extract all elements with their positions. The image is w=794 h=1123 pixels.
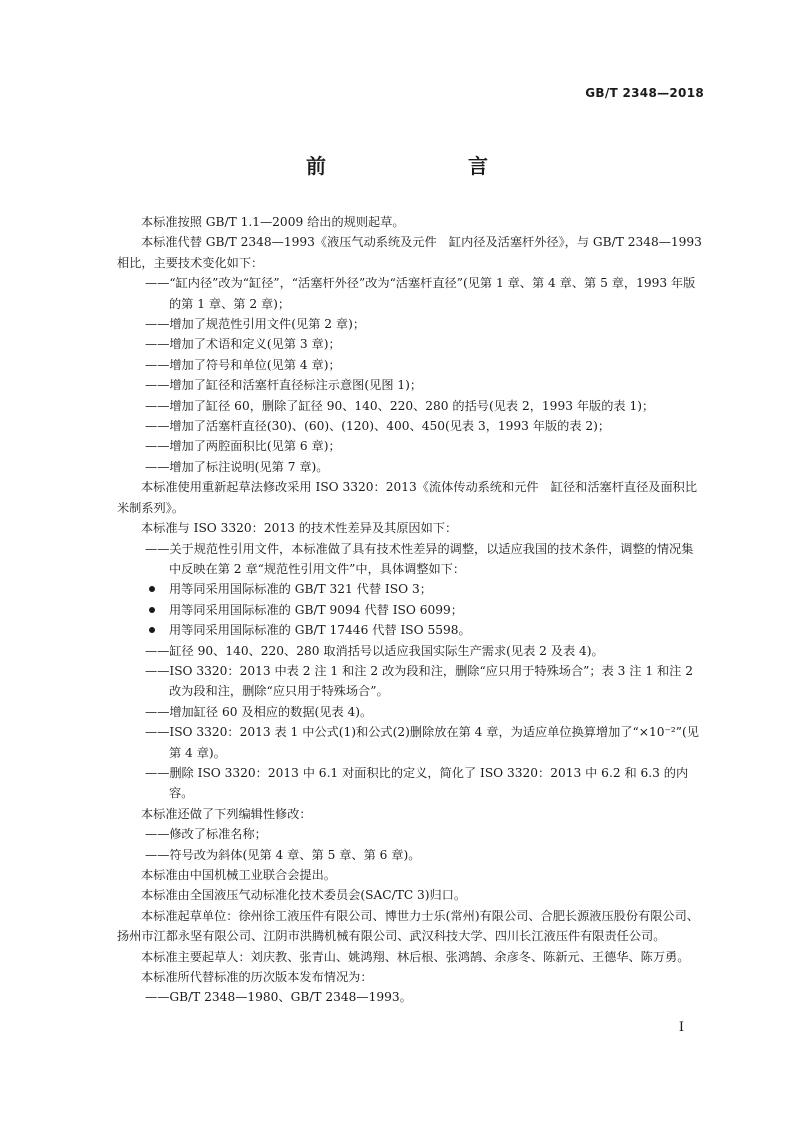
dash-list-item: ——增加了规范性引用文件(见第 2 章)； bbox=[145, 317, 366, 332]
paragraph: 本标准起草单位：徐州徐工液压件有限公司、博世力士乐(常州)有限公司、合肥长源液压股份有限公司、扬州市江都永坚有限公司、江阴市洪腾机械有限公司、武汉科技大学、四川长江液压件有限责任公司。 bbox=[117, 908, 699, 944]
dash-list-item: ——修改了标准名称； bbox=[145, 827, 267, 842]
bullet-list-item: 用等同采用国际标准的 GB/T 9094 代替 ISO 6099； bbox=[117, 600, 705, 620]
paragraph: 本标准所代替标准的历次版本发布情况为： bbox=[141, 970, 373, 985]
dash-list-item: ——ISO 3320：2013 表 1 中公式(1)和公式(2)删除放在第 4 章，为适应单位换算增加了“×10⁻²”(见第 4 章)。 bbox=[145, 725, 699, 760]
paragraph: 本标准还做了下列编辑性修改： bbox=[141, 806, 312, 821]
standard-code: GB/T 2348—2018 bbox=[585, 86, 704, 100]
paragraph: 本标准主要起草人：刘庆教、张青山、姚鸿翔、林后根、张鸿鹄、余彦冬、陈新元、王德华、陈万勇。 bbox=[141, 949, 690, 964]
bullet-list-item: 用等同采用国际标准的 GB/T 321 代替 ISO 3； bbox=[117, 579, 705, 599]
dash-list-item: ——增加了活塞杆直径(30)、(60)、(120)、400、450(见表 3，1993 年版的表 2)； bbox=[145, 419, 611, 434]
dash-list-item: ——关于规范性引用文件，本标准做了具有技术性差异的调整，以适应我国的技术条件，调整的情况集中反映在第 2 章“规范性引用文件”中，具体调整如下： bbox=[145, 541, 694, 576]
dash-list-item: ——增加了缸径 60，删除了缸径 90、140、220、280 的括号(见表 2，1993 年版的表 1)； bbox=[145, 398, 655, 413]
paragraph: 本标准由中国机械工业联合会提出。 bbox=[141, 868, 336, 882]
paragraph: 本标准按照 GB/T 1.1—2009 给出的规则起草。 bbox=[141, 215, 405, 229]
paragraph: 本标准与 ISO 3320：2013 的技术性差异及其原因如下： bbox=[141, 521, 458, 536]
dash-list-item: ——GB/T 2348—1980、GB/T 2348—1993。 bbox=[145, 990, 412, 1005]
page-title: 前 言 bbox=[306, 154, 522, 178]
dash-list-item: ——增加了标注说明(见第 7 章)。 bbox=[145, 459, 329, 474]
dash-list-item: ——ISO 3320：2013 中表 2 注 1 和注 2 改为段和注，删除“应只用于特殊场合”；表 3 注 1 和注 2 改为段和注，删除“应只用于特殊场合”。 bbox=[145, 663, 693, 699]
paragraph: 本标准代替 GB/T 2348—1993《液压气动系统及元件 缸内径及活塞杆外径》，与 GB/T 2348—1993 相比，主要技术变化如下： bbox=[117, 235, 702, 270]
dash-list-item: ——增加缸径 60 及相应的数据(见表 4)。 bbox=[145, 704, 373, 719]
paragraph: 本标准使用重新起草法修改采用 ISO 3320：2013《流体传动系统和元件 缸径和活塞杆直径及面积比 米制系列》。 bbox=[117, 480, 710, 515]
foreword-content bbox=[117, 212, 710, 1008]
dash-list-item: ——“缸内径”改为“缸径”，“活塞杆外径”改为“活塞杆直径”(见第 1 章、第 4 章、第 5 章，1993 年版的第 1 章、第 2 章)； bbox=[145, 276, 696, 311]
page-number: I bbox=[678, 1020, 684, 1035]
bullet-list-item: 用等同采用国际标准的 GB/T 17446 代替 ISO 5598。 bbox=[117, 620, 705, 640]
dash-list-item: ——增加了缸径和活塞杆直径标注示意图(见图 1)； bbox=[145, 378, 423, 393]
paragraph: 本标准由全国液压气动标准化技术委员会(SAC/TC 3)归口。 bbox=[141, 888, 467, 903]
dash-list-item: ——增加了符号和单位(见第 4 章)； bbox=[145, 357, 341, 372]
dash-list-item: ——缸径 90、140、220、280 取消括号以适应我国实际生产需求(见表 2 及表 4)。 bbox=[145, 643, 604, 658]
dash-list-item: ——删除 ISO 3320：2013 中 6.1 对面积比的定义，简化了 ISO 3320：2013 中 6.2 和 6.3 的内容。 bbox=[145, 765, 689, 801]
dash-list-item: ——增加了术语和定义(见第 3 章)； bbox=[145, 337, 341, 352]
dash-list-item: ——符号改为斜体(见第 4 章、第 5 章、第 6 章)。 bbox=[145, 847, 421, 862]
dash-list-item: ——增加了两腔面积比(见第 6 章)； bbox=[145, 439, 341, 454]
